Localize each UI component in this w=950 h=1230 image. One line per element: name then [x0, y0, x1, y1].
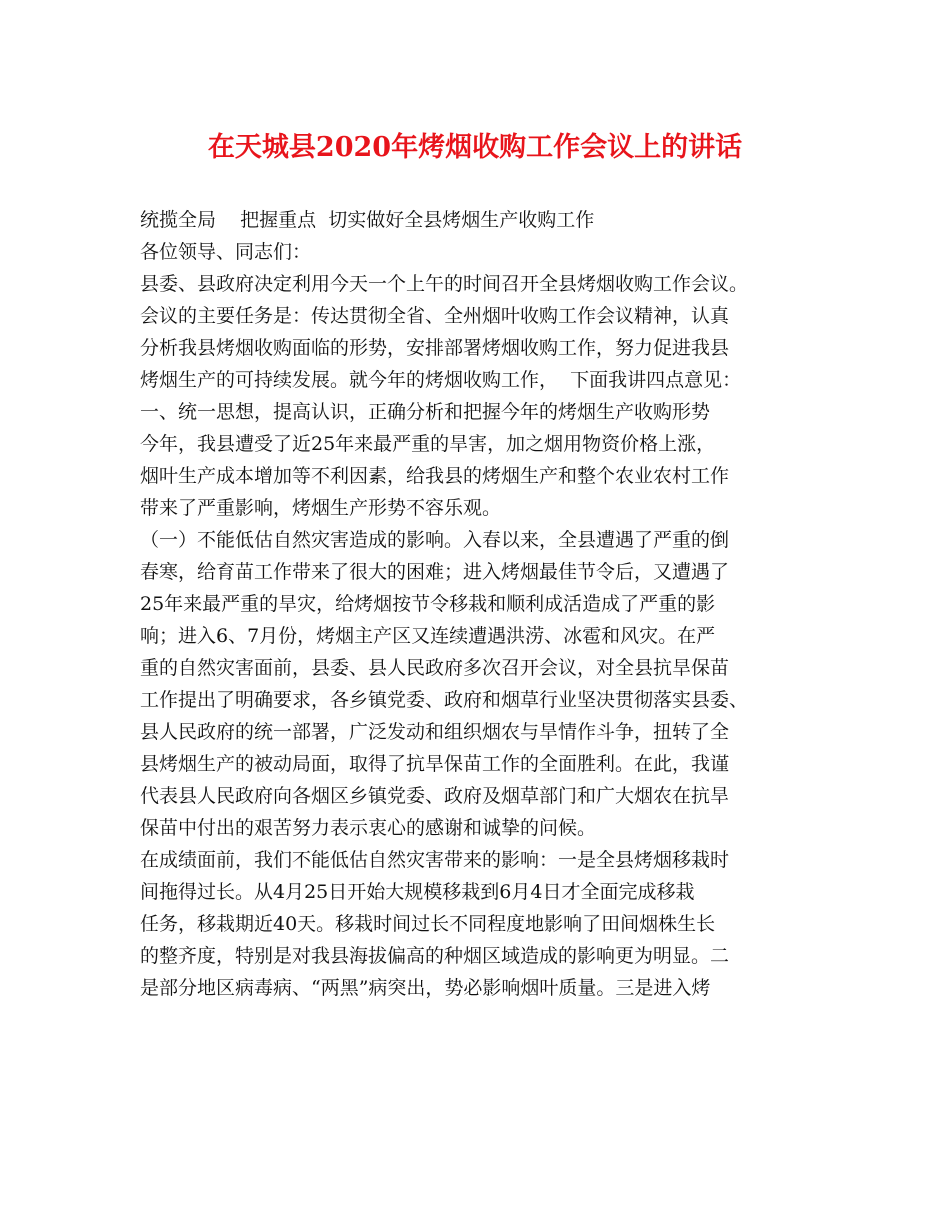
- document-title: 在天城县2020年烤烟收购工作会议上的讲话: [207, 132, 743, 163]
- body-line: 保苗中付出的艰苦努力表示衷心的感谢和诚挚的问候。: [140, 817, 597, 839]
- body-line: 烟叶生产成本增加等不利因素，给我县的烤烟生产和整个农业农村工作: [140, 465, 730, 487]
- body-line: 带来了严重影响，烤烟生产形势不容乐观。: [140, 497, 502, 519]
- section-heading-line: 一、统一思想，提高认识，正确分析和把握今年的烤烟生产收购形势: [140, 401, 711, 423]
- salutation-line: 各位领导、同志们：: [140, 241, 312, 263]
- body-line: 是部分地区病毒病、“两黑”病突出，势必影响烟叶质量。三是进入烤: [140, 977, 711, 999]
- body-line: 会议的主要任务是：传达贯彻全省、全州烟叶收购工作会议精神，认真: [140, 305, 730, 327]
- body-line: 重的自然灾害面前，县委、县人民政府多次召开会议，对全县抗旱保苗: [140, 657, 730, 679]
- body-line: 县烤烟生产的被动局面，取得了抗旱保苗工作的全面胜利。在此，我谨: [140, 753, 730, 775]
- body-line: 县人民政府的统一部署，广泛发动和组织烟农与旱情作斗争，扭转了全: [140, 721, 730, 743]
- body-line: 任务，移栽期近40天。移栽时间过长不同程度地影响了田间烟株生长: [140, 913, 716, 935]
- body-line: 25年来最严重的旱灾，给烤烟按节令移栽和顺利成活造成了严重的影: [140, 593, 716, 615]
- document-body: [140, 204, 840, 1004]
- body-line: 今年，我县遭受了近25年来最严重的旱害，加之烟用物资价格上涨，: [140, 433, 716, 455]
- body-line: 的整齐度，特别是对我县海拔偏高的种烟区域造成的影响更为明显。二: [140, 945, 730, 967]
- body-line: 县委、县政府决定利用今天一个上午的时间召开全县烤烟收购工作会议。: [140, 273, 749, 295]
- body-line: 响；进入6、7月份，烤烟主产区又连续遭遇洪涝、冰雹和风灾。在严: [140, 625, 716, 647]
- body-line: 在成绩面前，我们不能低估自然灾害带来的影响：一是全县烤烟移栽时: [140, 849, 730, 871]
- body-line: 代表县人民政府向各烟区乡镇党委、政府及烟草部门和广大烟农在抗旱: [140, 785, 730, 807]
- body-line: 间拖得过长。从4月25日开始大规模移栽到6月4日才全面完成移栽: [140, 881, 695, 903]
- body-line: 春寒，给育苗工作带来了很大的困难；进入烤烟最佳节令后，又遭遇了: [140, 561, 730, 583]
- body-line: 烤烟生产的可持续发展。就今年的烤烟收购工作， 下面我讲四点意见：: [140, 369, 742, 391]
- body-line: 工作提出了明确要求，各乡镇党委、政府和烟草行业坚决贯彻落实县委、: [140, 689, 749, 711]
- body-line: （一）不能低估自然灾害造成的影响。入春以来，全县遭遇了严重的倒: [140, 529, 730, 551]
- body-line: 分析我县烤烟收购面临的形势，安排部署烤烟收购工作，努力促进我县: [140, 337, 730, 359]
- subtitle-line: 统揽全局 把握重点 切实做好全县烤烟生产收购工作: [140, 209, 595, 231]
